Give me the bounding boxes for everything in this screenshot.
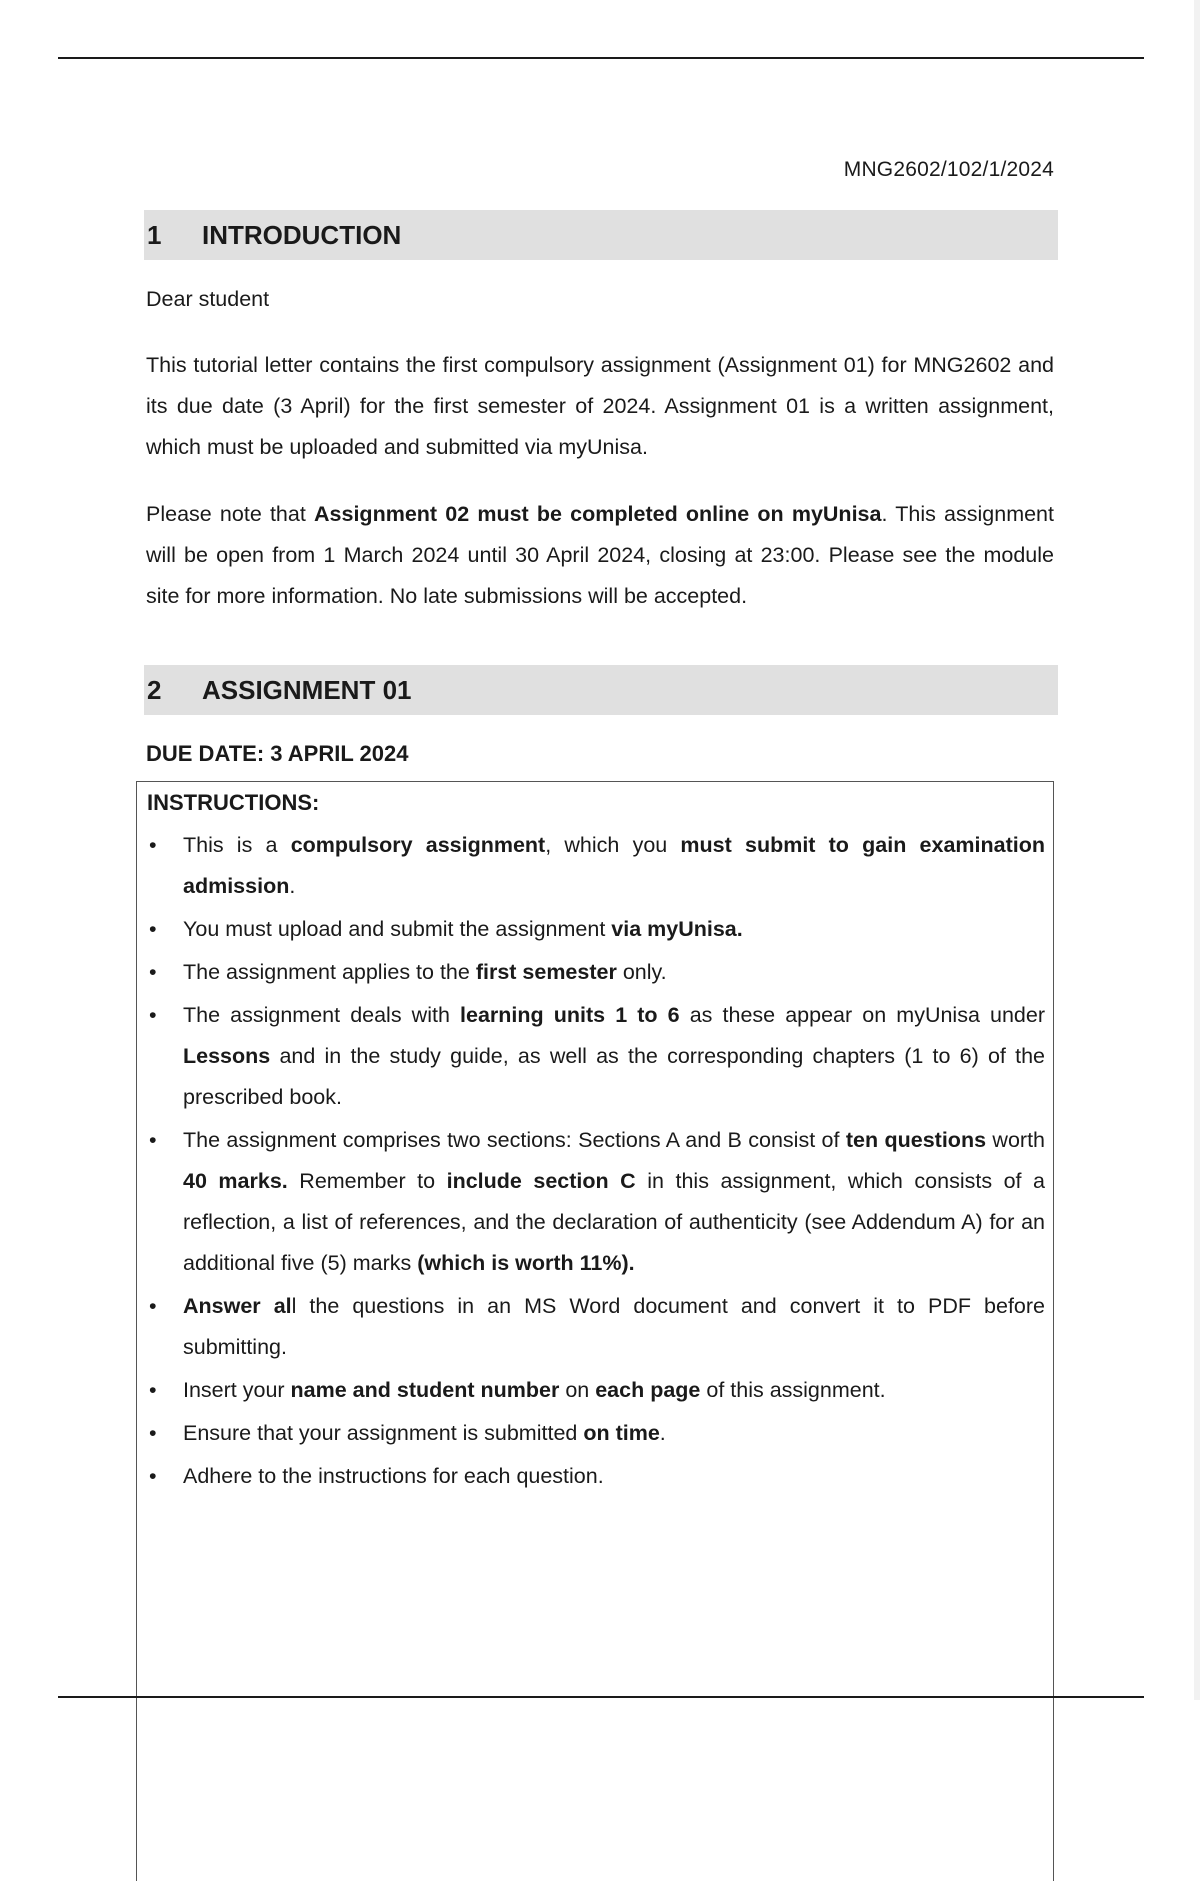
item-text: l the questions in an MS Word document and convert it to PDF before submitting. [183,1294,1045,1359]
item-text: on [559,1378,596,1402]
item-bold: compulsory assignment [290,833,546,857]
instruction-item-compulsory [137,825,1045,907]
p2-text-a: Please note that [146,502,315,526]
section-2-title: ASSIGNMENT 01 [202,674,412,705]
instructions-list [137,825,1045,1499]
instruction-item-semester [137,952,1045,993]
bullet-icon: • [149,1003,157,1027]
bullet-icon: • [149,1128,157,1152]
item-text: worth [986,1128,1045,1152]
p2-bold-online-note: Assignment 02 must be completed online on myUnisa [314,502,882,526]
header-rule [58,57,1144,59]
instruction-item-learning-units [137,995,1045,1118]
bullet-icon: • [149,1464,157,1488]
item-text: and in the study guide, as well as the corresponding chapters (1 to 6) of the prescribed book. [183,1044,1045,1109]
item-text: Adhere to the instructions for each question. [183,1464,604,1488]
item-bold: Lessons [183,1044,271,1068]
instruction-item-adhere [137,1456,1045,1497]
section-1-heading [144,210,1058,260]
section-1-title: INTRODUCTION [202,219,402,250]
item-bold: first semester [475,960,617,984]
due-date: DUE DATE: 3 APRIL 2024 [146,741,409,766]
bullet-icon: • [149,960,157,984]
page-edge [1194,0,1200,1700]
bullet-icon: • [149,1294,157,1318]
item-text: in this assignment, which consists of a reflection, a list of references, and the declaration of authenticity (see Addendum A) for an additional five (5) marks [183,1169,1045,1275]
instruction-item-name-number [137,1370,1045,1411]
document-reference: MNG2602/102/1/2024 [843,158,1054,181]
item-text: The assignment applies to the [183,960,476,984]
instruction-item-upload [137,909,1045,950]
intro-paragraph-1: This tutorial letter contains the first compulsory assignment (Assignment 01) for MNG2602 and its due date (3 April) for the first semester of 2024. Assignment 01 is a written assignment, which must be uploaded and submitted via myUnisa. [146,353,1054,459]
item-text: . [289,874,296,898]
footer-rule [58,1696,1144,1698]
instructions-title: INSTRUCTIONS: [147,790,320,815]
p2-text-c: . This assignment will be open from 1 March 2024 until 30 April 2024, closing at 23:00. Please see the module site for more information. No late submissions will be accepted. [146,502,1054,608]
item-bold: name and student number [290,1378,560,1402]
bullet-icon: • [149,1378,157,1402]
intro-paragraph-2 [146,494,1054,617]
item-text: of this assignment. [700,1378,886,1402]
item-text: , which you [545,833,681,857]
item-text: You must upload and submit the assignment [183,917,612,941]
section-1-number: 1 [147,219,162,250]
item-text: The assignment deals with [183,1003,461,1027]
item-text: This is a [183,833,291,857]
item-text: . [659,1421,666,1445]
item-bold: learning units 1 to 6 [460,1003,680,1027]
item-bold: must submit to gain examination admission [183,833,1045,898]
item-text: Insert your [183,1378,291,1402]
section-2-number: 2 [147,674,162,705]
item-bold: Answer al [183,1294,292,1318]
item-bold: via myUnisa. [611,917,743,941]
item-text: Ensure that your assignment is submitted [183,1421,584,1445]
item-bold: (which is worth 11%). [417,1251,635,1275]
item-bold: 40 marks. [183,1169,288,1193]
item-text: Remember to [287,1169,447,1193]
bullet-icon: • [149,833,157,857]
item-bold: ten questions [845,1128,987,1152]
instruction-item-answer-all [137,1286,1045,1368]
instructions-box [136,781,1054,1881]
section-2-heading [144,665,1058,715]
item-bold: each page [595,1378,701,1402]
greeting: Dear student [146,287,270,311]
item-bold: on time [583,1421,660,1445]
item-text: only. [616,960,667,984]
item-text: as these appear on myUnisa under [679,1003,1045,1027]
bullet-icon: • [149,1421,157,1445]
instruction-item-sections [137,1120,1045,1284]
instruction-item-on-time [137,1413,1045,1454]
item-text: The assignment comprises two sections: Sections A and B consist of [183,1128,846,1152]
item-bold: include section C [446,1169,636,1193]
bullet-icon: • [149,917,157,941]
